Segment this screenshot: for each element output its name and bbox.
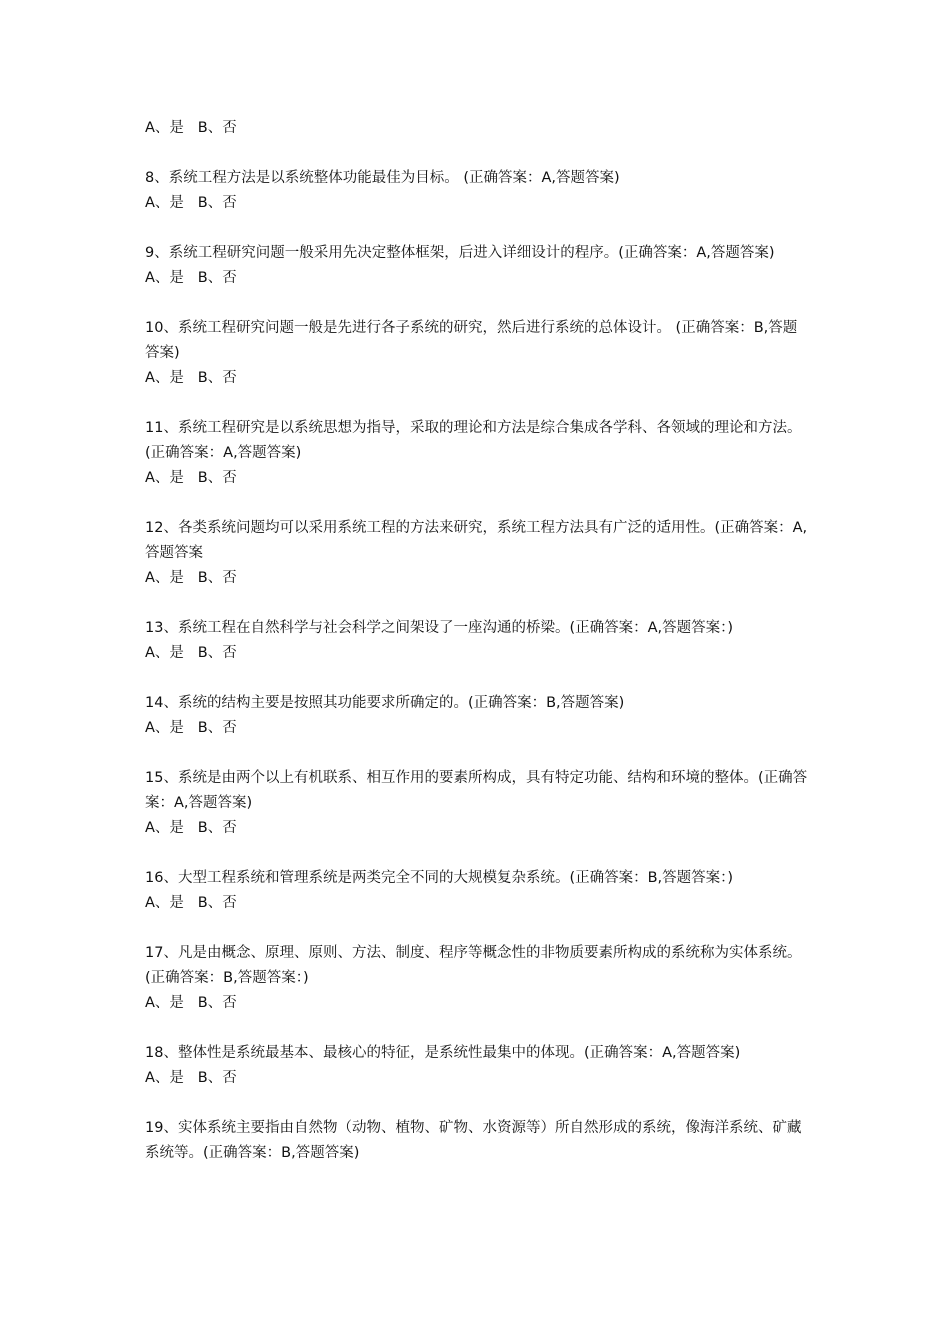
answer-options: A、是 B、否 xyxy=(145,120,237,136)
question-item xyxy=(145,1041,810,1091)
question-text: 15、系统是由两个以上有机联系、相互作用的要素所构成，具有特定功能、结构和环境的整体。(正确答案：A,答题答案) xyxy=(145,770,808,811)
answer-options: A、是 B、否 xyxy=(145,645,237,661)
question-text: 14、系统的结构主要是按照其功能要求所确定的。(正确答案：B,答题答案) xyxy=(145,695,625,711)
question-item xyxy=(145,516,810,591)
question-item xyxy=(145,241,810,291)
answer-options: A、是 B、否 xyxy=(145,570,237,586)
question-item xyxy=(145,866,810,916)
question-text: 19、实体系统主要指由自然物（动物、植物、矿物、水资源等）所自然形成的系统，像海洋系统、矿藏系统等。(正确答案：B,答题答案) xyxy=(145,1120,802,1161)
question-text: 16、大型工程系统和管理系统是两类完全不同的大规模复杂系统。(正确答案：B,答题答案：) xyxy=(145,870,734,886)
question-text: 12、各类系统问题均可以采用系统工程的方法来研究，系统工程方法具有广泛的适用性。(正确答案：A,答题答案 xyxy=(145,520,808,561)
question-text: 9、系统工程研究问题一般采用先决定整体框架，后进入详细设计的程序。(正确答案：A,答题答案) xyxy=(145,245,775,261)
answer-options: A、是 B、否 xyxy=(145,370,237,386)
question-item xyxy=(145,941,810,1016)
question-text: 11、系统工程研究是以系统思想为指导，采取的理论和方法是综合集成各学科、各领域的理论和方法。 (正确答案：A,答题答案) xyxy=(145,420,802,461)
question-text: 13、系统工程在自然科学与社会科学之间架设了一座沟通的桥梁。(正确答案：A,答题答案：) xyxy=(145,620,734,636)
answer-options: A、是 B、否 xyxy=(145,470,237,486)
question-list xyxy=(145,116,810,1166)
answer-options: A、是 B、否 xyxy=(145,995,237,1011)
answer-options: A、是 B、否 xyxy=(145,1070,237,1086)
answer-options: A、是 B、否 xyxy=(145,720,237,736)
question-item xyxy=(145,316,810,391)
question-item xyxy=(145,691,810,741)
answer-options: A、是 B、否 xyxy=(145,195,237,211)
question-item xyxy=(145,416,810,491)
question-text: 8、系统工程方法是以系统整体功能最佳为目标。 (正确答案：A,答题答案) xyxy=(145,170,620,186)
question-item xyxy=(145,166,810,216)
question-text: 10、系统工程研究问题一般是先进行各子系统的研究，然后进行系统的总体设计。 (正确答案：B,答题答案) xyxy=(145,320,798,361)
answer-options: A、是 B、否 xyxy=(145,270,237,286)
question-item xyxy=(145,1116,810,1166)
question-item xyxy=(145,616,810,666)
question-text: 17、凡是由概念、原理、原则、方法、制度、程序等概念性的非物质要素所构成的系统称为实体系统。(正确答案：B,答题答案：) xyxy=(145,945,802,986)
question-text: 18、整体性是系统最基本、最核心的特征，是系统性最集中的体现。(正确答案：A,答题答案) xyxy=(145,1045,741,1061)
answer-options: A、是 B、否 xyxy=(145,820,237,836)
answer-options: A、是 B、否 xyxy=(145,895,237,911)
question-item xyxy=(145,766,810,841)
